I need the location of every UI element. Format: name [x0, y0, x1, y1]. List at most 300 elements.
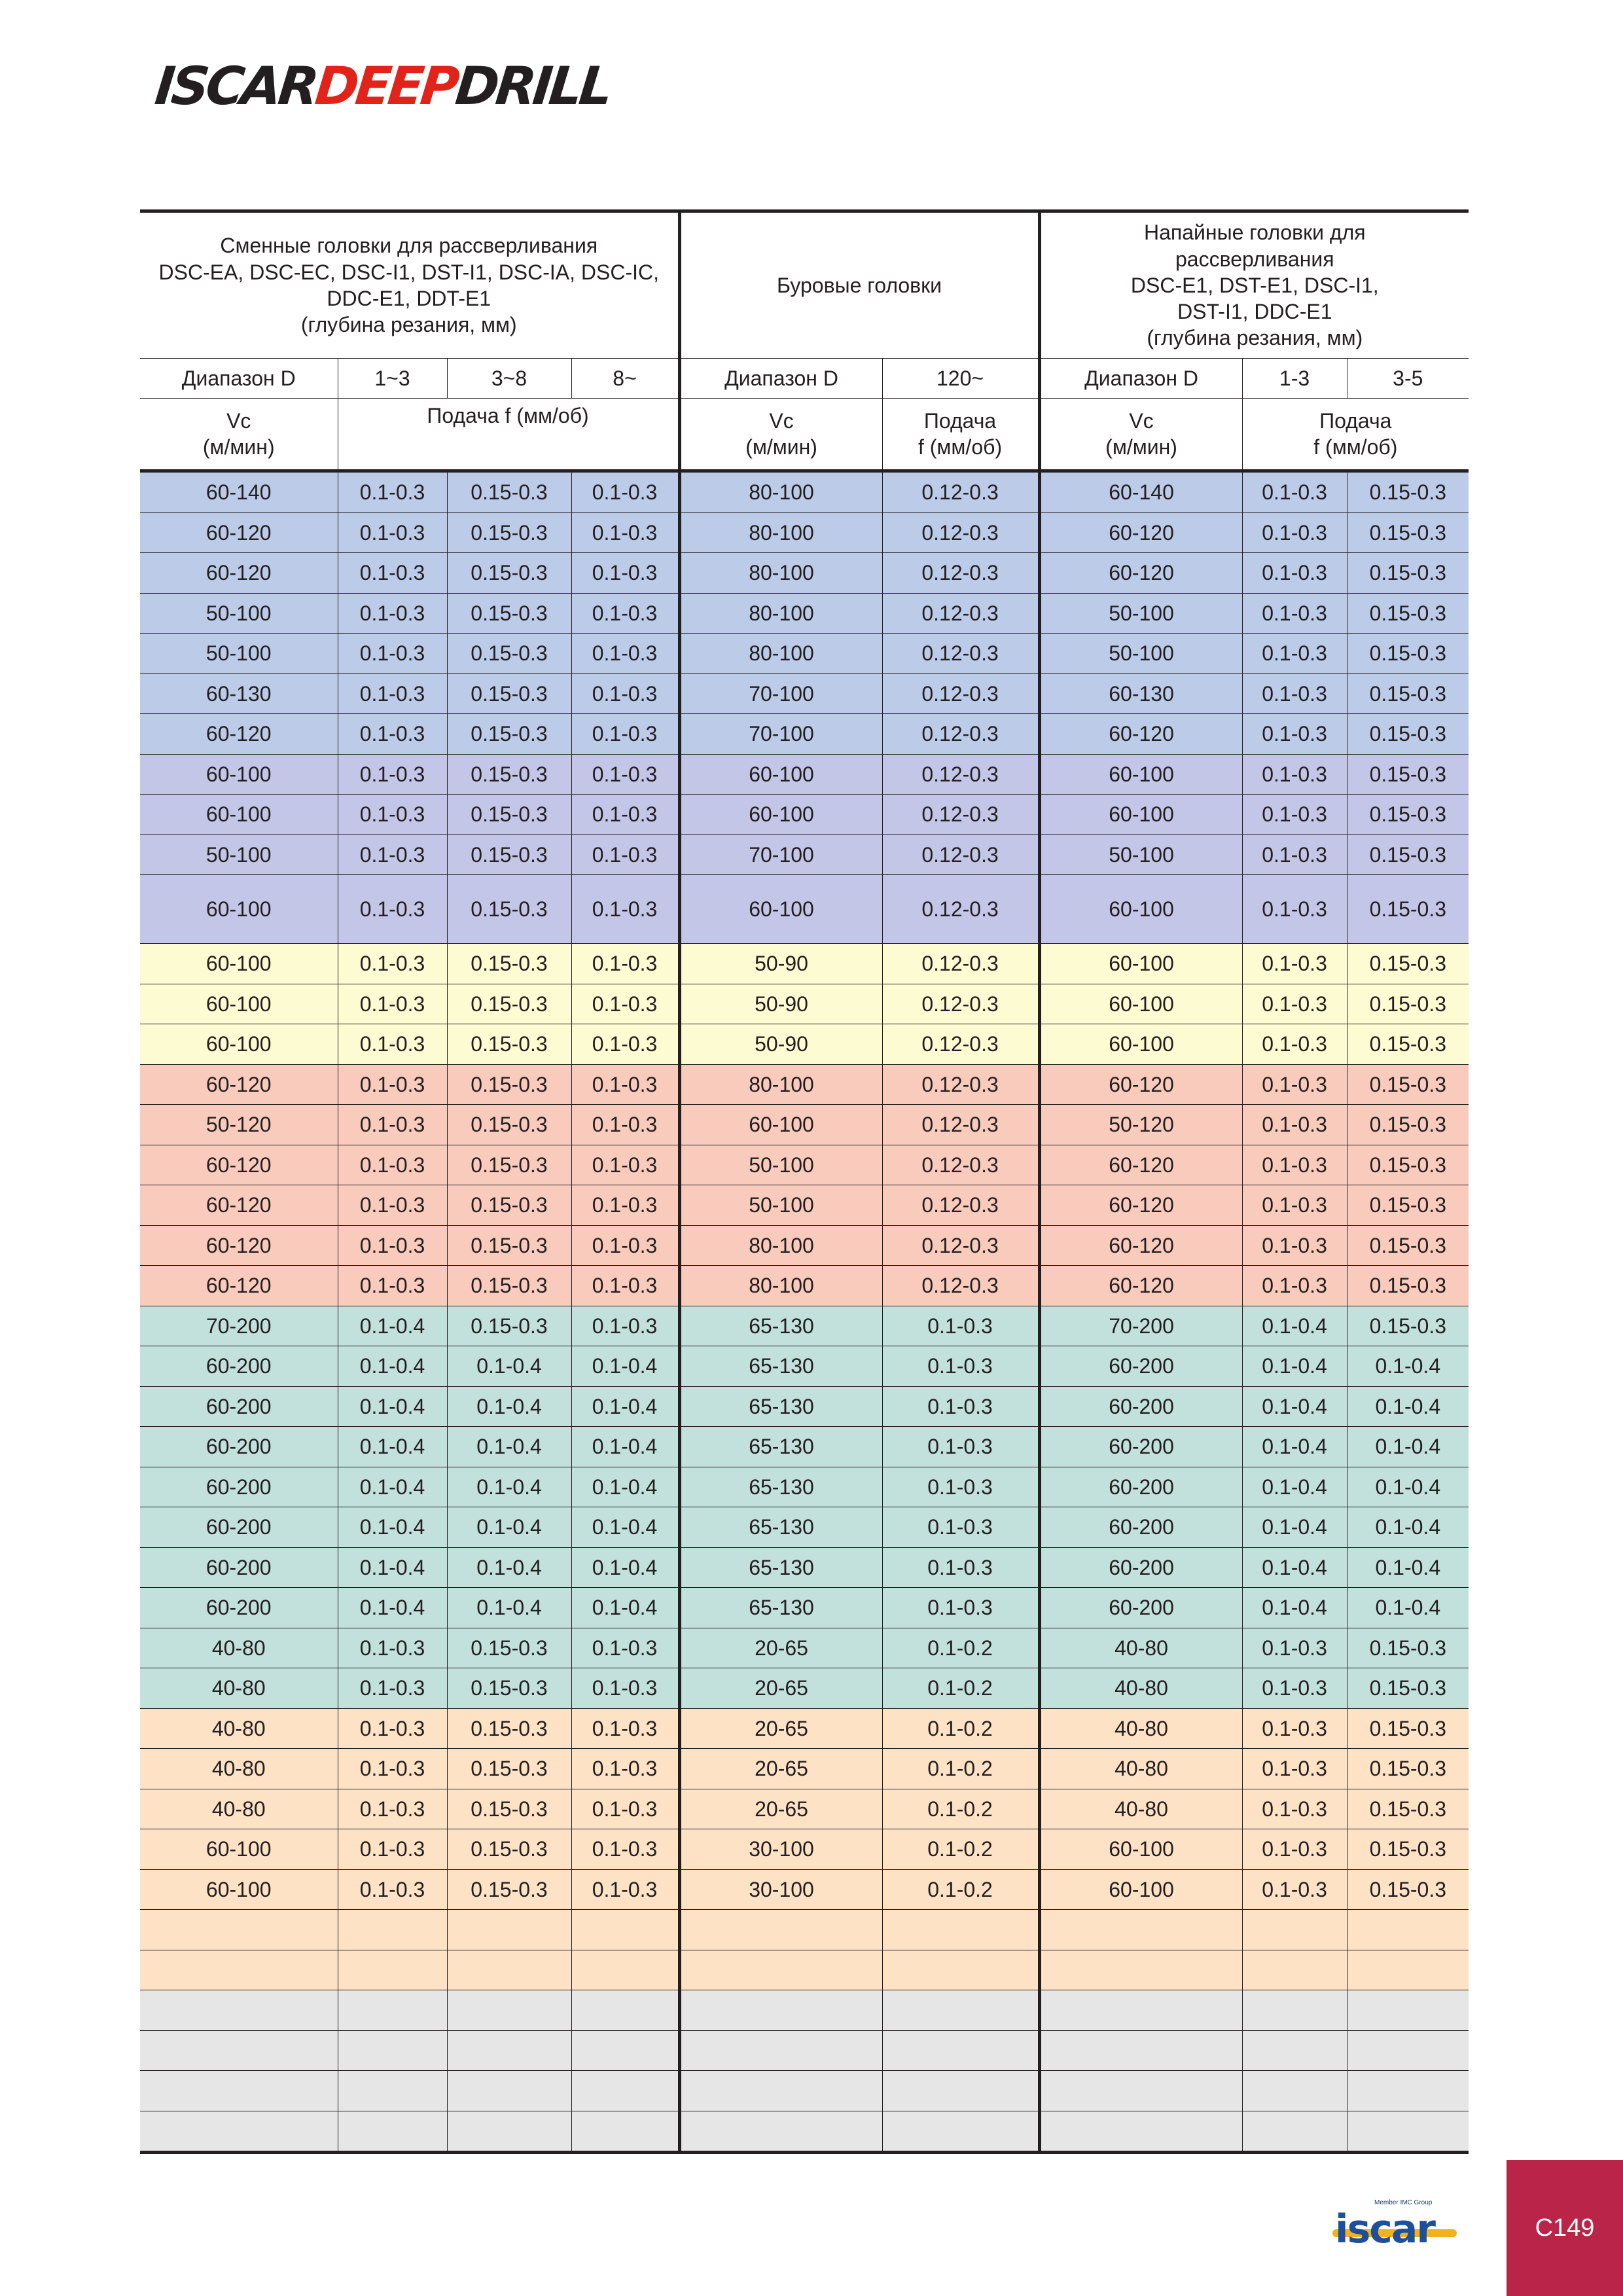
table-cell: 0.1-0.3 [338, 714, 447, 755]
table-cell: 0.1-0.4 [1347, 1467, 1469, 1507]
table-cell: 0.12-0.3 [882, 512, 1039, 553]
table-cell: 60-200 [140, 1467, 338, 1507]
header-row-ranges [140, 359, 1469, 399]
table-row [140, 1266, 1469, 1306]
table-cell: 0.15-0.3 [1347, 1266, 1469, 1306]
table-cell: 0.12-0.3 [882, 875, 1039, 944]
table-cell: 65-130 [679, 1467, 882, 1507]
table-cell: 60-200 [140, 1386, 338, 1427]
table-cell: 0.15-0.3 [1347, 1628, 1469, 1668]
table-cell: 0.1-0.2 [882, 1749, 1039, 1789]
table-cell [1347, 2071, 1469, 2111]
table-cell: 0.15-0.3 [1347, 471, 1469, 513]
table-cell: 0.1-0.2 [882, 1829, 1039, 1870]
table-cell [447, 1990, 571, 2031]
table-cell: 65-130 [679, 1547, 882, 1588]
table-cell: 0.1-0.4 [571, 1427, 679, 1467]
table-cell: 0.1-0.4 [338, 1547, 447, 1588]
logo-word-drill: DRILL [452, 56, 613, 117]
table-row [140, 471, 1469, 513]
table-cell: 0.12-0.3 [882, 1105, 1039, 1145]
table-cell: 0.1-0.3 [338, 834, 447, 875]
table-cell [1039, 1910, 1242, 1950]
table-cell: 40-80 [1039, 1708, 1242, 1749]
table-cell: 0.1-0.3 [338, 1225, 447, 1266]
table-cell: 50-100 [679, 1145, 882, 1185]
table-cell: 0.15-0.3 [1347, 875, 1469, 944]
table-cell: 0.1-0.3 [338, 1789, 447, 1829]
table-cell: 0.15-0.3 [447, 1064, 571, 1105]
table-cell: 60-120 [1039, 714, 1242, 755]
table-cell: 0.1-0.4 [1242, 1427, 1347, 1467]
table-cell: 0.15-0.3 [1347, 1145, 1469, 1185]
table-cell: 0.1-0.4 [447, 1386, 571, 1427]
table-cell [1242, 1910, 1347, 1950]
table-cell: 0.12-0.3 [882, 1145, 1039, 1185]
table-cell: 40-80 [140, 1708, 338, 1749]
table-cell: 0.12-0.3 [882, 1185, 1039, 1226]
table-cell: 65-130 [679, 1346, 882, 1387]
header-row-groups [140, 211, 1469, 359]
table-cell: 0.15-0.3 [447, 593, 571, 634]
table-cell: 0.1-0.3 [571, 754, 679, 795]
table-row [140, 1467, 1469, 1507]
table-cell: 60-100 [140, 875, 338, 944]
table-cell: 80-100 [679, 1266, 882, 1306]
table-cell [571, 2111, 679, 2153]
table-cell: 0.1-0.4 [1347, 1386, 1469, 1427]
feed-label: Подача f (мм/об) [338, 399, 679, 471]
table-cell: 0.1-0.3 [571, 673, 679, 714]
table-cell: 30-100 [679, 1869, 882, 1910]
group-brazed-heads: Напайные головки для рассверливания DSC-E1, DST-E1, DSC-I1, DST-I1, DDC-E1 (глубина резания, мм) [1039, 211, 1469, 359]
range-value: 1~3 [338, 359, 447, 399]
table-cell: 60-140 [1039, 471, 1242, 513]
table-cell: 0.1-0.3 [338, 1869, 447, 1910]
table-cell: 0.1-0.3 [338, 553, 447, 594]
table-cell [882, 1950, 1039, 1990]
table-cell: 0.1-0.3 [1242, 593, 1347, 634]
table-cell: 0.12-0.3 [882, 754, 1039, 795]
table-row [140, 1708, 1469, 1749]
table-cell [679, 1950, 882, 1990]
table-cell: 0.1-0.4 [1242, 1467, 1347, 1507]
table-cell: 0.1-0.3 [571, 1185, 679, 1226]
table-cell: 0.1-0.3 [1242, 1668, 1347, 1709]
table-cell: 0.1-0.3 [338, 795, 447, 835]
table-cell: 0.1-0.3 [338, 1829, 447, 1870]
table-cell: 50-100 [1039, 834, 1242, 875]
table-cell: 80-100 [679, 593, 882, 634]
table-cell: 0.1-0.4 [1347, 1547, 1469, 1588]
table-cell: 0.15-0.3 [1347, 754, 1469, 795]
table-cell: 0.1-0.3 [1242, 1749, 1347, 1789]
table-cell: 40-80 [1039, 1789, 1242, 1829]
range-label: Диапазон D [1039, 359, 1242, 399]
table-cell: 0.1-0.3 [338, 944, 447, 984]
table-cell: 60-100 [140, 944, 338, 984]
table-cell: 0.1-0.3 [571, 1105, 679, 1145]
table-cell: 0.1-0.3 [571, 1064, 679, 1105]
table-cell: 0.15-0.3 [447, 944, 571, 984]
table-cell: 60-120 [1039, 1185, 1242, 1226]
table-cell [1347, 1950, 1469, 1990]
table-cell: 0.1-0.3 [1242, 875, 1347, 944]
table-cell: 0.1-0.3 [882, 1507, 1039, 1548]
table-cell: 0.15-0.3 [1347, 1668, 1469, 1709]
table-cell: 60-200 [1039, 1507, 1242, 1548]
table-cell: 0.1-0.3 [1242, 1225, 1347, 1266]
table-row [140, 1547, 1469, 1588]
table-cell: 0.1-0.4 [338, 1346, 447, 1387]
table-cell: 0.1-0.2 [882, 1789, 1039, 1829]
table-cell: 0.12-0.3 [882, 944, 1039, 984]
table-cell: 0.15-0.3 [447, 1869, 571, 1910]
table-cell: 0.1-0.3 [1242, 553, 1347, 594]
table-cell: 60-200 [140, 1507, 338, 1548]
table-cell: 0.1-0.3 [571, 471, 679, 513]
table-cell: 0.1-0.4 [338, 1467, 447, 1507]
table-cell: 0.15-0.3 [447, 834, 571, 875]
table-cell: 0.1-0.4 [1347, 1346, 1469, 1387]
table-cell: 0.15-0.3 [1347, 1306, 1469, 1346]
table-row [140, 1024, 1469, 1065]
table-cell [140, 1910, 338, 1950]
table-cell: 80-100 [679, 471, 882, 513]
table-cell [571, 1950, 679, 1990]
table-cell: 0.15-0.3 [1347, 795, 1469, 835]
table-cell: 65-130 [679, 1588, 882, 1628]
table-cell: 0.1-0.4 [1242, 1588, 1347, 1628]
table-row [140, 1507, 1469, 1548]
table-cell: 0.15-0.3 [1347, 1708, 1469, 1749]
table-cell: 0.15-0.3 [1347, 714, 1469, 755]
table-cell: 60-120 [1039, 1145, 1242, 1185]
table-cell: 60-100 [140, 1869, 338, 1910]
table-cell: 0.1-0.3 [571, 1628, 679, 1668]
table-cell [882, 1990, 1039, 2031]
table-cell: 0.12-0.3 [882, 634, 1039, 674]
table-cell: 80-100 [679, 634, 882, 674]
table-cell: 0.1-0.3 [1242, 984, 1347, 1024]
range-value: 3~8 [447, 359, 571, 399]
table-cell: 0.1-0.4 [1242, 1507, 1347, 1548]
table-cell [571, 2071, 679, 2111]
table-cell: 60-120 [140, 1064, 338, 1105]
table-cell: 0.15-0.3 [1347, 834, 1469, 875]
cutting-data-table [140, 209, 1469, 2154]
imc-group-tag: Member IMC Group [1374, 2199, 1433, 2206]
table-cell: 60-200 [1039, 1427, 1242, 1467]
table-row [140, 1910, 1469, 1950]
table-row [140, 1225, 1469, 1266]
table-row [140, 512, 1469, 553]
table-cell [1039, 2071, 1242, 2111]
table-row [140, 673, 1469, 714]
table-row [140, 1105, 1469, 1145]
table-cell: 0.1-0.3 [571, 875, 679, 944]
table-cell: 60-120 [140, 553, 338, 594]
table-cell: 0.15-0.3 [447, 754, 571, 795]
table-cell: 0.1-0.4 [1242, 1386, 1347, 1427]
table-row [140, 1990, 1469, 2031]
table-cell: 30-100 [679, 1829, 882, 1870]
table-cell: 0.15-0.3 [447, 984, 571, 1024]
table-cell: 0.1-0.3 [882, 1306, 1039, 1346]
table-cell: 0.1-0.4 [338, 1306, 447, 1346]
table-cell: 60-140 [140, 471, 338, 513]
table-cell: 0.12-0.3 [882, 1064, 1039, 1105]
table-cell: 0.1-0.4 [1242, 1306, 1347, 1346]
table-cell: 0.15-0.3 [447, 875, 571, 944]
table-cell: 50-90 [679, 1024, 882, 1065]
table-cell: 0.1-0.4 [447, 1547, 571, 1588]
table-cell: 20-65 [679, 1708, 882, 1749]
table-cell: 60-100 [1039, 875, 1242, 944]
table-cell [1242, 2030, 1347, 2071]
table-cell: 0.15-0.3 [447, 1105, 571, 1145]
table-cell: 0.1-0.3 [571, 834, 679, 875]
table-row [140, 795, 1469, 835]
table-cell: 0.15-0.3 [1347, 984, 1469, 1024]
table-row [140, 1628, 1469, 1668]
page-number: C149 [1535, 2214, 1595, 2242]
table-cell: 60-130 [140, 673, 338, 714]
table-row [140, 1185, 1469, 1226]
table-cell: 0.15-0.3 [447, 1789, 571, 1829]
table-cell [1242, 2111, 1347, 2153]
table-cell: 60-200 [140, 1547, 338, 1588]
table-cell: 80-100 [679, 553, 882, 594]
table-cell: 0.1-0.3 [571, 1708, 679, 1749]
table-cell: 0.12-0.3 [882, 1225, 1039, 1266]
table-cell: 0.15-0.3 [1347, 1869, 1469, 1910]
table-cell: 0.1-0.3 [1242, 1789, 1347, 1829]
table-cell [882, 2111, 1039, 2153]
table-row [140, 984, 1469, 1024]
table-cell [679, 2071, 882, 2111]
header-row-units [140, 399, 1469, 471]
table-cell: 60-200 [140, 1427, 338, 1467]
table-cell: 50-120 [140, 1105, 338, 1145]
table-cell: 60-100 [1039, 984, 1242, 1024]
table-cell: 0.1-0.3 [571, 1829, 679, 1870]
table-cell: 0.1-0.4 [1347, 1427, 1469, 1467]
table-cell: 60-200 [140, 1346, 338, 1387]
table-cell [140, 1950, 338, 1990]
table-row [140, 834, 1469, 875]
table-cell: 0.1-0.3 [338, 512, 447, 553]
table-cell: 60-100 [679, 795, 882, 835]
table-cell: 0.1-0.3 [338, 875, 447, 944]
table-cell: 40-80 [140, 1628, 338, 1668]
table-cell: 0.15-0.3 [447, 553, 571, 594]
table-cell: 0.1-0.3 [1242, 714, 1347, 755]
table-cell: 0.1-0.3 [882, 1588, 1039, 1628]
table-row [140, 1346, 1469, 1387]
table-row [140, 2030, 1469, 2071]
table-row [140, 1306, 1469, 1346]
table-row [140, 1588, 1469, 1628]
table-cell: 0.15-0.3 [1347, 553, 1469, 594]
table-cell: 0.15-0.3 [447, 1829, 571, 1870]
table-cell: 50-100 [679, 1185, 882, 1226]
table-cell: 60-120 [1039, 1266, 1242, 1306]
table-cell: 0.1-0.3 [338, 1185, 447, 1226]
table-cell: 60-100 [679, 875, 882, 944]
table-row [140, 1829, 1469, 1870]
table-cell: 0.1-0.3 [338, 1628, 447, 1668]
iscar-deepdrill-logo [152, 54, 613, 117]
table-cell: 65-130 [679, 1306, 882, 1346]
table-cell [1347, 1990, 1469, 2031]
table-cell: 0.1-0.3 [571, 1306, 679, 1346]
table-cell: 0.1-0.3 [571, 1024, 679, 1065]
table-cell: 0.1-0.3 [571, 1266, 679, 1306]
table-row [140, 593, 1469, 634]
table-row [140, 634, 1469, 674]
group-replaceable-heads: Сменные головки для рассверливания DSC-EA, DSC-EC, DSC-I1, DST-I1, DSC-IA, DSC-IC, DDC-E1, DDT-E1 (глубина резания, мм) [140, 211, 679, 359]
table-cell: 65-130 [679, 1507, 882, 1548]
table-cell: 0.1-0.4 [1242, 1547, 1347, 1588]
table-cell: 0.1-0.3 [338, 1024, 447, 1065]
table-cell: 0.1-0.3 [1242, 1869, 1347, 1910]
table-cell: 0.1-0.3 [1242, 1064, 1347, 1105]
table-row [140, 1789, 1469, 1829]
table-cell: 60-200 [1039, 1588, 1242, 1628]
table-cell [882, 2030, 1039, 2071]
table-cell: 0.1-0.3 [1242, 1024, 1347, 1065]
table-cell: 70-100 [679, 673, 882, 714]
table-body [140, 471, 1469, 2153]
table-cell: 40-80 [140, 1789, 338, 1829]
feed-label: Подача f (мм/об) [1242, 399, 1469, 471]
table-cell: 0.12-0.3 [882, 593, 1039, 634]
page-number-tab [1507, 2160, 1623, 2296]
table-cell: 40-80 [1039, 1749, 1242, 1789]
table-cell: 0.1-0.3 [1242, 1266, 1347, 1306]
table-cell [1039, 2111, 1242, 2153]
table-cell: 50-90 [679, 944, 882, 984]
table-cell: 50-100 [140, 634, 338, 674]
table-row [140, 1668, 1469, 1709]
table-cell: 40-80 [140, 1749, 338, 1789]
table-cell: 0.1-0.3 [338, 1708, 447, 1749]
range-value: 1-3 [1242, 359, 1347, 399]
group-drill-heads: Буровые головки [679, 211, 1039, 359]
table-cell: 20-65 [679, 1749, 882, 1789]
table-row [140, 875, 1469, 944]
table-cell [338, 2030, 447, 2071]
table-cell: 0.12-0.3 [882, 673, 1039, 714]
table-cell: 0.1-0.3 [571, 593, 679, 634]
table-cell: 0.1-0.3 [1242, 1628, 1347, 1668]
table-row [140, 1950, 1469, 1990]
table-cell: 0.15-0.3 [447, 1708, 571, 1749]
table-cell: 20-65 [679, 1628, 882, 1668]
table-cell: 0.15-0.3 [1347, 512, 1469, 553]
table-cell: 0.1-0.3 [882, 1346, 1039, 1387]
table-cell: 0.15-0.3 [1347, 1749, 1469, 1789]
table-row [140, 944, 1469, 984]
table-cell: 0.1-0.3 [571, 944, 679, 984]
table-cell: 0.1-0.4 [338, 1427, 447, 1467]
table-cell: 0.1-0.3 [882, 1427, 1039, 1467]
table-cell: 0.15-0.3 [447, 673, 571, 714]
table-cell: 60-120 [1039, 512, 1242, 553]
table-cell: 0.12-0.3 [882, 984, 1039, 1024]
table-cell: 0.1-0.3 [1242, 795, 1347, 835]
table-cell: 0.1-0.3 [1242, 1829, 1347, 1870]
table-cell: 70-200 [1039, 1306, 1242, 1346]
table-cell [1039, 1950, 1242, 1990]
table-cell: 0.1-0.3 [1242, 634, 1347, 674]
table-cell [140, 2030, 338, 2071]
table-cell: 0.1-0.4 [447, 1467, 571, 1507]
table-cell [140, 1990, 338, 2031]
table-cell [882, 1910, 1039, 1950]
vc-label: Vc (м/мин) [679, 399, 882, 471]
table-cell: 0.1-0.3 [338, 754, 447, 795]
table-cell: 0.1-0.3 [571, 1225, 679, 1266]
table-cell: 60-200 [1039, 1547, 1242, 1588]
table-cell: 0.1-0.3 [571, 1789, 679, 1829]
range-label: Диапазон D [679, 359, 882, 399]
table-cell: 0.1-0.3 [882, 1467, 1039, 1507]
table-cell: 0.15-0.3 [447, 1266, 571, 1306]
table-cell: 0.1-0.3 [571, 1869, 679, 1910]
table-cell: 0.1-0.3 [571, 984, 679, 1024]
table-cell: 50-120 [1039, 1105, 1242, 1145]
table-cell [447, 2071, 571, 2111]
table-row [140, 1145, 1469, 1185]
table-cell: 60-120 [140, 1225, 338, 1266]
table-cell: 0.1-0.3 [571, 714, 679, 755]
table-cell: 0.1-0.3 [571, 1668, 679, 1709]
table-cell: 0.1-0.4 [571, 1346, 679, 1387]
table-cell: 0.15-0.3 [447, 1628, 571, 1668]
table-cell [571, 1990, 679, 2031]
table-cell: 0.1-0.3 [338, 984, 447, 1024]
table-cell: 0.1-0.3 [338, 673, 447, 714]
table-cell [447, 1910, 571, 1950]
table-row [140, 714, 1469, 755]
table-cell: 60-120 [1039, 1225, 1242, 1266]
table-cell [679, 2111, 882, 2153]
logo-word-deep: DEEP [312, 56, 459, 117]
table-cell: 0.12-0.3 [882, 834, 1039, 875]
table-cell: 0.1-0.3 [1242, 944, 1347, 984]
table-cell: 0.1-0.4 [447, 1346, 571, 1387]
table-cell: 0.1-0.3 [1242, 673, 1347, 714]
table-cell: 0.1-0.4 [1347, 1588, 1469, 1628]
range-value: 3-5 [1347, 359, 1469, 399]
table-cell: 0.1-0.3 [1242, 471, 1347, 513]
table-cell: 0.1-0.4 [571, 1588, 679, 1628]
table-cell: 0.12-0.3 [882, 1024, 1039, 1065]
table-cell: 0.12-0.3 [882, 553, 1039, 594]
table-cell: 60-200 [140, 1588, 338, 1628]
table-cell [338, 2071, 447, 2111]
table-cell: 0.1-0.3 [571, 512, 679, 553]
table-cell [1347, 2030, 1469, 2071]
table-cell [447, 1950, 571, 1990]
feed-label: Подача f (мм/об) [882, 399, 1039, 471]
table-cell: 60-100 [679, 754, 882, 795]
table-cell: 60-100 [679, 1105, 882, 1145]
table-cell: 0.1-0.3 [1242, 512, 1347, 553]
table-cell [338, 1990, 447, 2031]
